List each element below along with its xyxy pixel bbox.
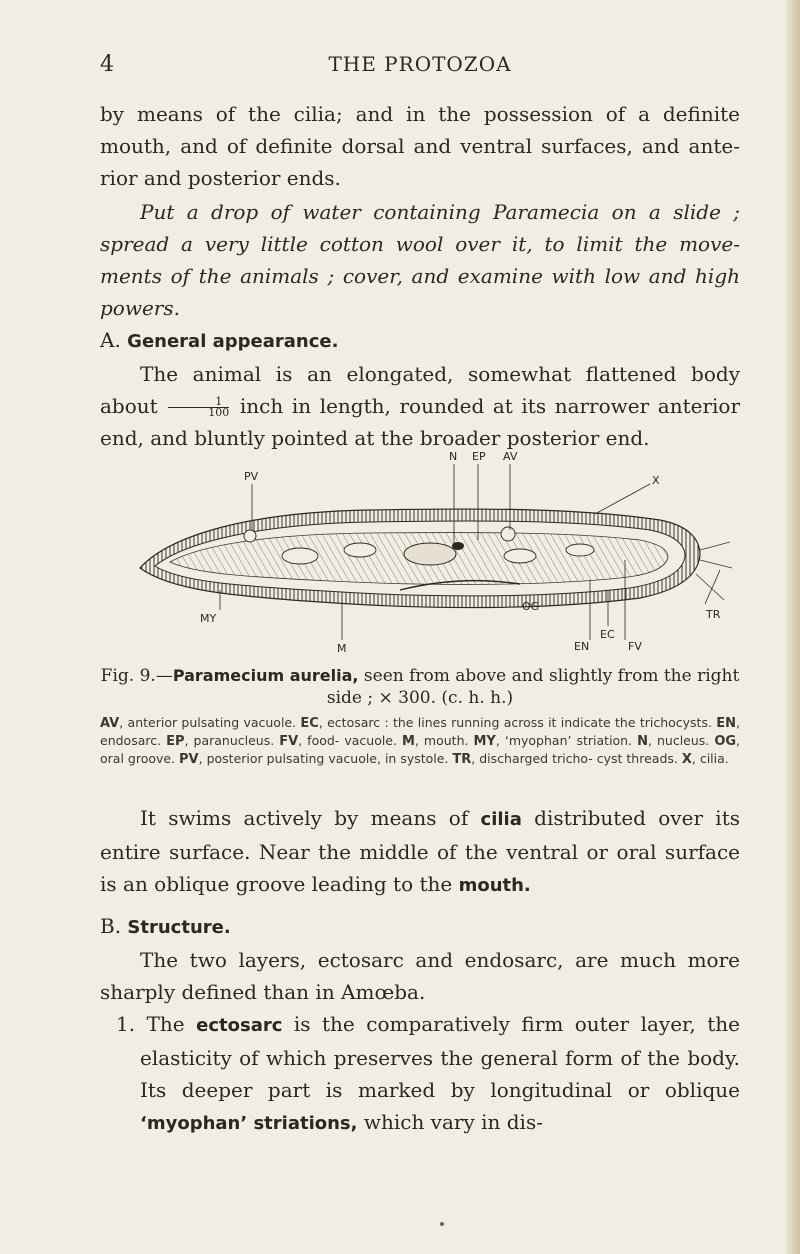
page-edge bbox=[786, 0, 800, 1254]
fraction-numerator: 1 bbox=[168, 397, 229, 408]
paragraph-3 bbox=[100, 358, 740, 454]
legend-abbr: EN bbox=[716, 716, 737, 731]
label-en: EN bbox=[574, 640, 590, 653]
list-item-1-number: 1. bbox=[116, 1012, 136, 1036]
legend-abbr: M bbox=[402, 734, 415, 749]
legend-text: , posterior pulsating vacuole, in systole. bbox=[198, 751, 453, 766]
anterior-vacuole-icon bbox=[501, 527, 515, 541]
legend-abbr: N bbox=[637, 734, 648, 749]
legend-text: , paranucleus. bbox=[184, 733, 280, 748]
paragraph-4 bbox=[100, 802, 740, 902]
leader-tr bbox=[705, 570, 720, 604]
list-item-1-ectosarc: ectosarc bbox=[196, 1015, 283, 1036]
figure-caption bbox=[100, 665, 740, 709]
legend-text: , food- vacuole. bbox=[298, 733, 402, 748]
paramecium-illustration bbox=[100, 450, 740, 660]
food-vacuole-icon bbox=[504, 549, 536, 563]
caption-prefix: Fig. 9.— bbox=[100, 666, 173, 686]
figure-paramecium bbox=[100, 450, 740, 660]
caption-rest: seen from above and slightly from the right side ; × 300. (c. h. h.) bbox=[326, 666, 740, 708]
paragraph-instructions bbox=[100, 196, 740, 324]
legend-text: , mouth. bbox=[414, 733, 474, 748]
nucleus-icon bbox=[404, 543, 456, 565]
legend-text: , endosarc. bbox=[100, 715, 741, 748]
paragraph-swimming bbox=[100, 802, 740, 902]
section-b-title: Structure. bbox=[127, 917, 231, 938]
label-n: N bbox=[449, 450, 458, 463]
posterior-vacuole-icon bbox=[244, 530, 256, 542]
legend-abbr: EC bbox=[300, 716, 319, 731]
label-fv: FV bbox=[628, 640, 642, 653]
print-speck bbox=[440, 1222, 444, 1226]
paragraph-cilia bbox=[100, 98, 740, 194]
label-x: X bbox=[652, 474, 660, 487]
list-item-1-myophan: ‘myophan’ striations, bbox=[140, 1113, 358, 1134]
food-vacuole-icon bbox=[344, 543, 376, 557]
label-m: M bbox=[337, 642, 347, 655]
caption-title: Paramecium aurelia, bbox=[172, 666, 359, 685]
section-b-letter: B. bbox=[100, 914, 122, 938]
paragraph-4-cilia: cilia bbox=[480, 809, 522, 830]
legend-text: , nucleus. bbox=[648, 733, 715, 748]
legend-text: , ectosarc : the lines running across it indicate the trichocysts. bbox=[318, 715, 717, 730]
legend-abbr: OG bbox=[714, 734, 737, 749]
figure-legend bbox=[100, 714, 740, 768]
paragraph-5: The two layers, ectosarc and endosarc, are much more sharply defined than in Amœba. bbox=[100, 948, 740, 1004]
food-vacuole-icon bbox=[566, 544, 594, 556]
paragraph-1-text: by means of the cilia; and in the possession of a definite mouth, and of definite dorsal and ventral surfaces, and ante- rior and posterior ends. bbox=[100, 102, 740, 190]
paragraph-3-after: inch in length, rounded at its narrower anterior end, and bluntly pointed at the broader posterior end. bbox=[100, 394, 741, 450]
section-a bbox=[100, 324, 740, 454]
section-a-title: General appearance. bbox=[127, 331, 339, 352]
label-ep: EP bbox=[472, 450, 486, 463]
legend-abbr: PV bbox=[179, 752, 199, 767]
trichocyst-threads bbox=[696, 542, 732, 600]
label-tr: TR bbox=[706, 608, 721, 621]
page-number: 4 bbox=[100, 52, 114, 77]
section-a-letter: A. bbox=[100, 328, 121, 352]
label-og: OG bbox=[522, 600, 540, 613]
fraction bbox=[168, 397, 229, 418]
legend-abbr: X bbox=[681, 752, 692, 767]
list-item-1-a: The bbox=[146, 1012, 185, 1036]
legend-abbr: FV bbox=[279, 734, 299, 749]
label-av: AV bbox=[503, 450, 518, 463]
legend-abbr: AV bbox=[100, 716, 120, 731]
list-item-1 bbox=[100, 1008, 740, 1140]
label-pv: PV bbox=[244, 470, 259, 483]
legend-text: , discharged tricho- cyst threads. bbox=[471, 751, 682, 766]
paragraph-4-c: distributed over its entire surface. Near the middle of the ventral or oral surface is an oblique groove leading to the bbox=[100, 806, 740, 896]
section-b bbox=[100, 910, 740, 1140]
legend-abbr: EP bbox=[166, 734, 185, 749]
legend-text: , anterior pulsating vacuole. bbox=[119, 715, 301, 730]
legend-text: , oral groove. bbox=[100, 733, 741, 766]
list-item-1-c: is the comparatively firm outer layer, the elasticity of which preserves the general form of the body. Its deeper part is marked by longitudinal or oblique bbox=[140, 1012, 741, 1102]
running-head: THE PROTOZOA bbox=[328, 52, 512, 76]
leader-x bbox=[595, 484, 650, 514]
label-my: MY bbox=[200, 612, 217, 625]
legend-text: , cilia. bbox=[691, 751, 729, 766]
page-header bbox=[100, 52, 740, 82]
label-ec: EC bbox=[600, 628, 615, 641]
section-a-heading bbox=[100, 324, 740, 358]
paragraph-4-mouth: mouth. bbox=[458, 875, 531, 896]
paragraph-2-text: Put a drop of water containing Paramecia on a slide ; spread a very little cotton wool over it, to limit the move- ments of the animals ; cover, and examine with low and high powers. bbox=[100, 200, 740, 320]
list-item-1-e: which vary in dis- bbox=[363, 1110, 543, 1134]
food-vacuole-icon bbox=[282, 548, 318, 564]
legend-text: , ‘myophan’ striation. bbox=[495, 733, 638, 748]
legend-abbr: TR bbox=[452, 752, 472, 767]
paragraph-4-a: It swims actively by means of bbox=[140, 806, 469, 830]
section-b-heading bbox=[100, 910, 740, 944]
fraction-denominator: 100 bbox=[208, 406, 230, 419]
legend-abbr: MY bbox=[473, 734, 496, 749]
paragraph-3-before: The animal is an elongated, somewhat flattened body about bbox=[100, 362, 740, 418]
